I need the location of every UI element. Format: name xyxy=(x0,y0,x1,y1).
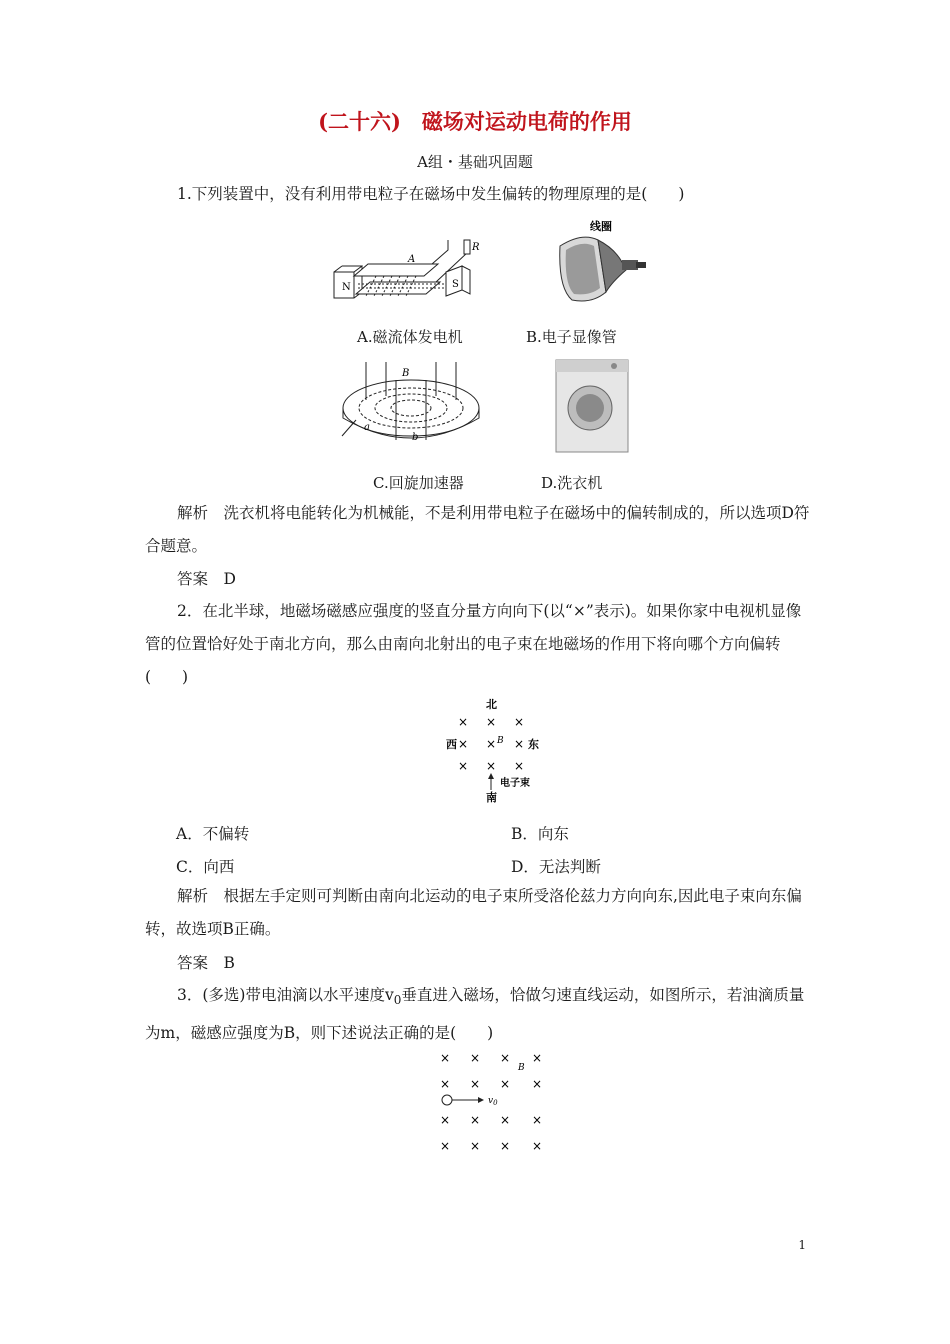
group-heading: A组・基础巩固题 xyxy=(417,153,533,171)
caption-a: A.磁流体发电机 xyxy=(357,328,463,346)
label-b: B xyxy=(497,736,504,746)
cross: × xyxy=(486,715,497,729)
q1-analysis: 解析 洗衣机将电能转化为机械能，不是利用带电粒子在磁场中的偏转制成的，所以选项D符合题意。 xyxy=(145,504,810,555)
cross: × xyxy=(500,1139,511,1153)
label-a: A xyxy=(408,254,416,265)
cross: × xyxy=(514,737,525,751)
label-r: R xyxy=(472,242,480,253)
cross: × xyxy=(514,759,525,773)
figure-washing-machine xyxy=(554,358,632,454)
q2-analysis: 解析 根据左手定则可判断由南向北运动的电子束所受洛伦兹力方向向东,因此电子束向东偏转，故选项B正确。 xyxy=(145,887,802,938)
cross: × xyxy=(486,737,497,751)
caption-b: B.电子显像管 xyxy=(526,328,617,346)
page-number: 1 xyxy=(798,1238,806,1252)
cross: × xyxy=(458,759,469,773)
label-coil: 线圈 xyxy=(590,220,612,233)
q2-option-d: D．无法判断 xyxy=(511,858,601,876)
label-south: 南 xyxy=(486,791,497,804)
cross: × xyxy=(500,1077,511,1091)
q2-option-c: C．向西 xyxy=(176,858,235,876)
cross: × xyxy=(532,1139,543,1153)
cross: × xyxy=(470,1051,481,1065)
cross: × xyxy=(470,1113,481,1127)
caption-c: C.回旋加速器 xyxy=(373,474,464,492)
cross: × xyxy=(486,759,497,773)
cross: × xyxy=(470,1139,481,1153)
label-north: 北 xyxy=(486,698,497,711)
cross: × xyxy=(440,1077,451,1091)
label-b: B xyxy=(518,1063,525,1073)
figure-crt xyxy=(552,218,652,306)
caption-d: D.洗衣机 xyxy=(541,474,603,492)
q1-answer: 答案 D xyxy=(177,570,236,588)
figure-earth-field xyxy=(440,696,550,804)
cross: × xyxy=(500,1051,511,1065)
figure-cyclotron xyxy=(336,360,486,450)
cross: × xyxy=(532,1077,543,1091)
q2-stem: 2．在北半球，地磁场磁感应强度的竖直分量方向向下(以“×”表示)。如果你家中电视机显像管的位置恰好处于南北方向，那么由南向北射出的电子束在地磁场的作用下将向哪个方向偏转( ) xyxy=(145,602,802,686)
cross: × xyxy=(440,1113,451,1127)
cross: × xyxy=(532,1113,543,1127)
cross: × xyxy=(500,1113,511,1127)
label-v0: $v_0$ xyxy=(488,1096,498,1107)
q1-stem: 1.下列装置中，没有利用带电粒子在磁场中发生偏转的物理原理的是( ) xyxy=(177,185,685,203)
q2-answer: 答案 B xyxy=(177,954,235,972)
q3-stem: 3．(多选)带电油滴以水平速度$v_0$垂直进入磁场，恰做匀速直线运动，如图所示，若油滴质量为m，磁感应强度为B，则下述说法正确的是( ) xyxy=(145,986,805,1043)
cross: × xyxy=(514,715,525,729)
label-beam: 电子束 xyxy=(500,778,530,789)
q2-option-b: B．向东 xyxy=(511,825,569,843)
label-n: N xyxy=(342,282,351,293)
label-west: 西 xyxy=(446,738,457,751)
figure-mhd-generator xyxy=(328,232,478,304)
cross: × xyxy=(440,1051,451,1065)
cross: × xyxy=(470,1077,481,1091)
label-s: S xyxy=(452,279,459,290)
q2-option-a: A．不偏转 xyxy=(176,825,250,843)
cross: × xyxy=(532,1051,543,1065)
cross: × xyxy=(440,1139,451,1153)
cross: × xyxy=(458,715,469,729)
figure-oil-drop xyxy=(436,1046,556,1156)
label-b: B xyxy=(402,368,410,379)
label-b-small: b xyxy=(412,432,419,443)
cross: × xyxy=(458,737,469,751)
label-east: 东 xyxy=(528,738,539,751)
page-title: (二十六) 磁场对运动电荷的作用 xyxy=(318,109,632,134)
label-a-small: a xyxy=(364,422,370,433)
